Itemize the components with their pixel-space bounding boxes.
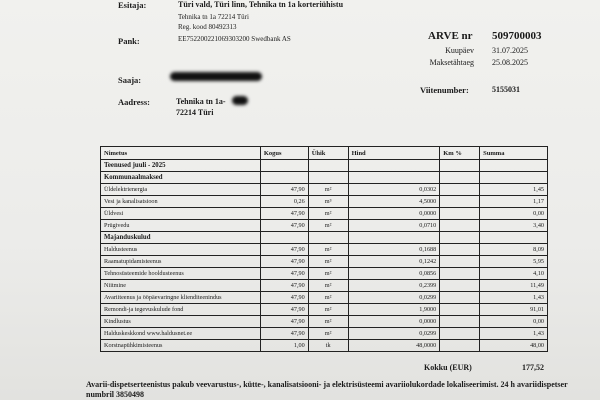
item-unit: m² bbox=[308, 316, 348, 328]
item-vat bbox=[440, 184, 480, 196]
item-vat bbox=[440, 328, 480, 340]
table-row bbox=[101, 256, 548, 268]
invoice-number: 509700003 bbox=[492, 30, 542, 42]
table-row bbox=[101, 184, 548, 196]
item-name: Raamatupidamisteenus bbox=[101, 256, 261, 268]
item-vat bbox=[440, 304, 480, 316]
item-sum: 5,95 bbox=[480, 256, 548, 268]
section-label: Kommunaalmaksed bbox=[101, 172, 261, 184]
col-vat: Km % bbox=[440, 147, 480, 160]
table-header-row bbox=[101, 147, 548, 160]
item-sum: 1,45 bbox=[480, 184, 548, 196]
item-unit: m² bbox=[308, 292, 348, 304]
item-sum: 4,10 bbox=[480, 268, 548, 280]
empty-cell bbox=[440, 172, 480, 184]
redacted-buyer-name bbox=[170, 72, 262, 81]
item-vat bbox=[440, 208, 480, 220]
table-row bbox=[101, 292, 548, 304]
table-row bbox=[101, 220, 548, 232]
item-unit: m² bbox=[308, 256, 348, 268]
item-quantity: 47,90 bbox=[260, 184, 308, 196]
empty-cell bbox=[260, 232, 308, 244]
item-price: 1,9000 bbox=[348, 304, 440, 316]
item-vat bbox=[440, 292, 480, 304]
item-price: 48,0000 bbox=[348, 340, 440, 352]
empty-cell bbox=[348, 172, 440, 184]
seller-label: Esitaja: bbox=[118, 0, 147, 10]
item-vat bbox=[440, 220, 480, 232]
empty-cell bbox=[348, 160, 440, 172]
item-unit: tk bbox=[308, 340, 348, 352]
section-row bbox=[101, 232, 548, 244]
empty-cell bbox=[348, 232, 440, 244]
buyer-label: Saaja: bbox=[118, 75, 142, 85]
redacted-house-number bbox=[232, 96, 248, 105]
empty-cell bbox=[480, 232, 548, 244]
item-vat bbox=[440, 196, 480, 208]
item-unit: m² bbox=[308, 304, 348, 316]
item-sum: 0,00 bbox=[480, 316, 548, 328]
empty-cell bbox=[480, 160, 548, 172]
buyer-street: Tehnika tn 1a- bbox=[176, 97, 226, 106]
table-row bbox=[101, 304, 548, 316]
item-name: Avariiteenus ja ööpäevaringne klienditeenindus bbox=[101, 292, 261, 304]
empty-cell bbox=[260, 172, 308, 184]
item-quantity: 47,90 bbox=[260, 220, 308, 232]
item-price: 0,0299 bbox=[348, 292, 440, 304]
item-vat bbox=[440, 244, 480, 256]
item-price: 0,1242 bbox=[348, 256, 440, 268]
col-price: Hind bbox=[348, 147, 440, 160]
table-row bbox=[101, 280, 548, 292]
total-label: Kokku (EUR) bbox=[424, 363, 472, 372]
item-quantity: 47,90 bbox=[260, 268, 308, 280]
table-row bbox=[101, 196, 548, 208]
item-vat bbox=[440, 268, 480, 280]
item-vat bbox=[440, 280, 480, 292]
item-sum: 0,00 bbox=[480, 208, 548, 220]
item-unit: m² bbox=[308, 280, 348, 292]
item-name: Kindlustus bbox=[101, 316, 261, 328]
seller-name: Türi vald, Türi linn, Tehnika tn 1a korteriühistu bbox=[178, 0, 344, 9]
empty-cell bbox=[480, 172, 548, 184]
item-price: 0,0000 bbox=[348, 208, 440, 220]
item-name: Üldelektrienergia bbox=[101, 184, 261, 196]
reference-number: 5155031 bbox=[492, 85, 520, 94]
item-name: Halduskeskkond www.haldusnet.ee bbox=[101, 328, 261, 340]
item-quantity: 47,90 bbox=[260, 244, 308, 256]
item-name: Niitmine bbox=[101, 280, 261, 292]
item-unit: m² bbox=[308, 268, 348, 280]
bank-account: EE752200221069303200 Swedbank AS bbox=[178, 35, 291, 43]
item-price: 0,1688 bbox=[348, 244, 440, 256]
item-unit: m² bbox=[308, 328, 348, 340]
item-unit: m² bbox=[308, 244, 348, 256]
table-row bbox=[101, 208, 548, 220]
item-sum: 91,01 bbox=[480, 304, 548, 316]
table-row bbox=[101, 328, 548, 340]
item-price: 0,0000 bbox=[348, 316, 440, 328]
section-row bbox=[101, 172, 548, 184]
item-price: 0,2399 bbox=[348, 280, 440, 292]
item-price: 0,0856 bbox=[348, 268, 440, 280]
empty-cell bbox=[260, 160, 308, 172]
item-unit: m² bbox=[308, 220, 348, 232]
item-sum: 1,43 bbox=[480, 328, 548, 340]
section-label: Majanduskulud bbox=[101, 232, 261, 244]
table-row bbox=[101, 316, 548, 328]
item-name: Prügivedu bbox=[101, 220, 261, 232]
item-quantity: 47,90 bbox=[260, 256, 308, 268]
due-date-label: Maksetähtaeg bbox=[429, 58, 474, 67]
buyer-city: 72214 Türi bbox=[176, 108, 214, 117]
table-row bbox=[101, 244, 548, 256]
item-quantity: 47,90 bbox=[260, 304, 308, 316]
item-quantity: 1,00 bbox=[260, 340, 308, 352]
item-price: 0,0710 bbox=[348, 220, 440, 232]
total-amount: 177,52 bbox=[522, 363, 544, 372]
item-quantity: 47,90 bbox=[260, 316, 308, 328]
seller-regcode: Reg. kood 80492313 bbox=[178, 23, 237, 31]
empty-cell bbox=[440, 160, 480, 172]
col-amount: Summa bbox=[480, 147, 548, 160]
empty-cell bbox=[308, 172, 348, 184]
item-quantity: 47,90 bbox=[260, 292, 308, 304]
item-price: 0,0299 bbox=[348, 328, 440, 340]
item-name: Haldusteenus bbox=[101, 244, 261, 256]
col-unit: Ühik bbox=[308, 147, 348, 160]
bank-label: Pank: bbox=[118, 36, 140, 46]
table-row bbox=[101, 340, 548, 352]
item-price: 0,0302 bbox=[348, 184, 440, 196]
item-vat bbox=[440, 316, 480, 328]
item-name: Remondi-ja tegevuskulude fond bbox=[101, 304, 261, 316]
item-quantity: 47,90 bbox=[260, 328, 308, 340]
item-unit: m² bbox=[308, 184, 348, 196]
item-vat bbox=[440, 256, 480, 268]
item-quantity: 47,90 bbox=[260, 208, 308, 220]
item-name: Üldvesi bbox=[101, 208, 261, 220]
empty-cell bbox=[308, 160, 348, 172]
invoice-table bbox=[100, 146, 548, 352]
item-quantity: 47,90 bbox=[260, 280, 308, 292]
item-quantity: 0,26 bbox=[260, 196, 308, 208]
item-sum: 11,49 bbox=[480, 280, 548, 292]
item-vat bbox=[440, 340, 480, 352]
item-name: Korstnapühkimisteenus bbox=[101, 340, 261, 352]
item-unit: m² bbox=[308, 208, 348, 220]
table-row bbox=[101, 268, 548, 280]
item-sum: 1,17 bbox=[480, 196, 548, 208]
invoice-title: ARVE nr bbox=[428, 30, 473, 42]
item-unit: m³ bbox=[308, 196, 348, 208]
seller-address: Tehnika tn 1a 72214 Türi bbox=[178, 13, 249, 21]
item-sum: 8,09 bbox=[480, 244, 548, 256]
reference-label: Viitenumber: bbox=[420, 85, 469, 95]
item-sum: 1,43 bbox=[480, 292, 548, 304]
empty-cell bbox=[440, 232, 480, 244]
item-sum: 48,00 bbox=[480, 340, 548, 352]
period-row bbox=[101, 160, 548, 172]
item-sum: 3,40 bbox=[480, 220, 548, 232]
item-price: 4,5000 bbox=[348, 196, 440, 208]
address-label: Aadress: bbox=[118, 97, 150, 107]
col-quantity: Kogus bbox=[260, 147, 308, 160]
invoice-date: 31.07.2025 bbox=[492, 46, 528, 55]
footer-notice: Avarii-dispetserteenistus pakub veevarustus-, kütte-, kanalisatsiooni- ja elektrisüsteemi avariiolukordade lokaliseerimist. 24 h avariidispetser numbril 3850498 bbox=[86, 380, 568, 399]
due-date: 25.08.2025 bbox=[492, 58, 528, 67]
item-name: Vesi ja kanalisatsioon bbox=[101, 196, 261, 208]
item-name: Tehnosüsteemide hooldusteenus bbox=[101, 268, 261, 280]
empty-cell bbox=[308, 232, 348, 244]
col-name: Nimetus bbox=[101, 147, 261, 160]
date-label: Kuupäev bbox=[445, 46, 474, 55]
period-label: Teenused juuli - 2025 bbox=[101, 160, 261, 172]
